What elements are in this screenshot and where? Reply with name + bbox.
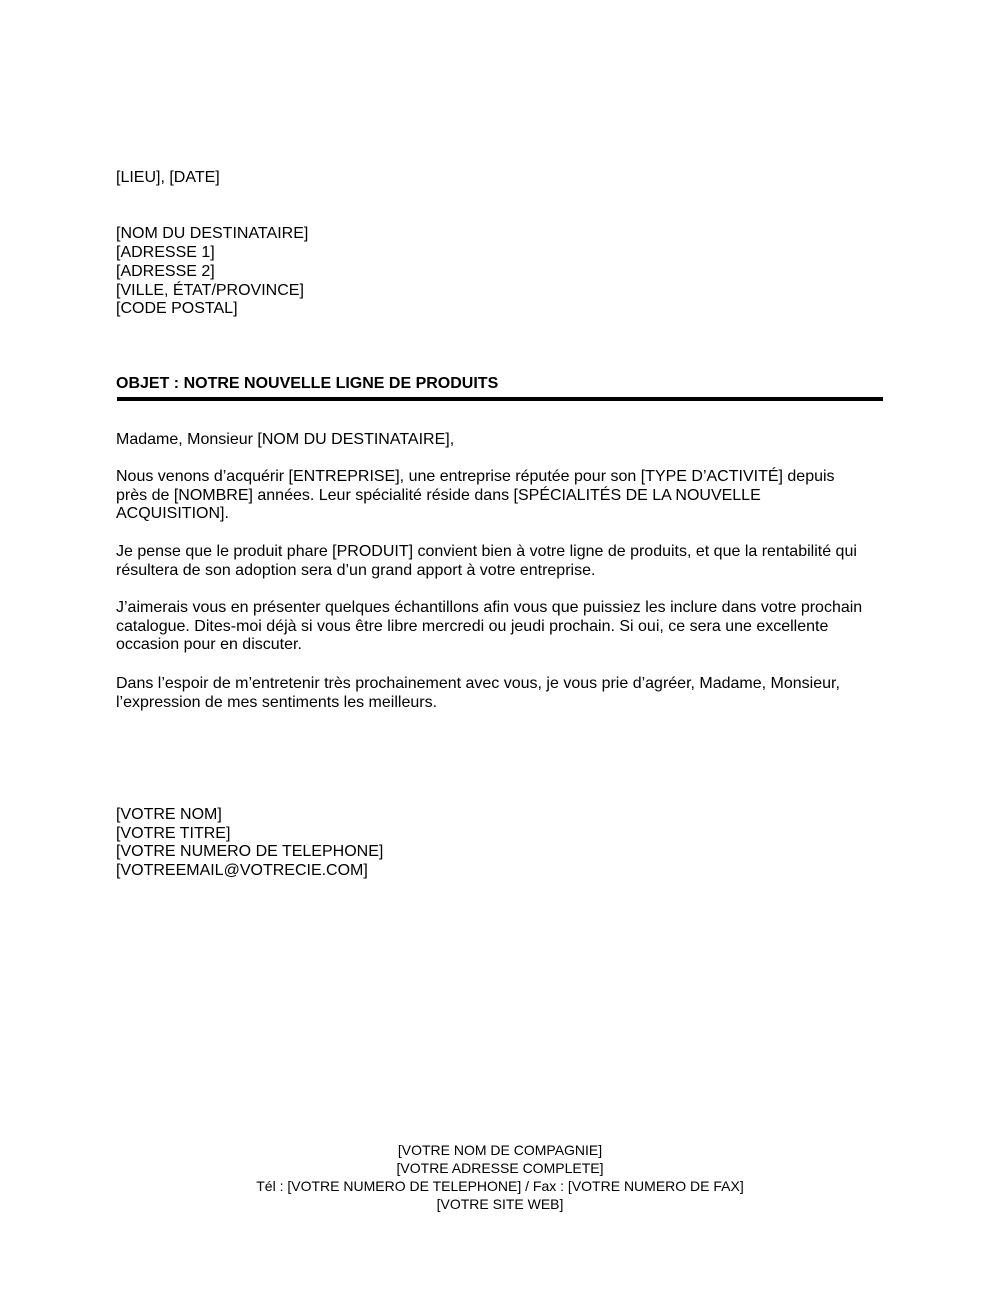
body-paragraph-3: [116, 599, 876, 655]
body-line: Nous venons d’acquérir [ENTREPRISE], une entreprise réputée pour son [TYPE D’ACTIVITÉ] depuis: [116, 468, 835, 485]
signature-email: [VOTREEMAIL@VOTRECIE.COM]: [116, 862, 368, 879]
body-line: Dans l’espoir de m’entretenir très prochainement avec vous, je vous prie d’agréer, Madame, Monsieur,: [116, 675, 840, 692]
body-line: Je pense que le produit phare [PRODUIT] convient bien à votre ligne de produits, et que la rentabilité qui: [116, 543, 857, 560]
recipient-postal-code: [CODE POSTAL]: [116, 300, 238, 317]
body-paragraph-4: [116, 675, 876, 712]
footer-contact: Tél : [VOTRE NUMERO DE TELEPHONE] / Fax : [VOTRE NUMERO DE FAX]: [256, 1178, 744, 1194]
body-line: près de [NOMBRE] années. Leur spécialité réside dans [SPÉCIALITÉS DE LA NOUVELLE: [116, 486, 761, 504]
recipient-city: [VILLE, ÉTAT/PROVINCE]: [116, 282, 304, 299]
subject-line: OBJET : NOTRE NOUVELLE LIGNE DE PRODUITS: [116, 375, 499, 392]
salutation: Madame, Monsieur [NOM DU DESTINATAIRE],: [116, 431, 455, 448]
body-line: ACQUISITION].: [116, 505, 229, 522]
letter-footer: [0, 1141, 1000, 1213]
body-line: l’expression de mes sentiments les meilleurs.: [116, 693, 438, 711]
place-date: [LIEU], [DATE]: [116, 169, 220, 186]
body-line: résultera de son adoption sera d’un grand apport à votre entreprise.: [116, 561, 596, 579]
subject-divider: [117, 397, 883, 401]
recipient-name: [NOM DU DESTINATAIRE]: [116, 225, 309, 242]
body-line: occasion pour en discuter.: [116, 636, 302, 653]
footer-company: [VOTRE NOM DE COMPAGNIE]: [397, 1142, 603, 1158]
footer-address: [VOTRE ADRESSE COMPLETE]: [396, 1160, 604, 1176]
footer-website: [VOTRE SITE WEB]: [436, 1196, 564, 1212]
body-line: J’aimerais vous en présenter quelques échantillons afin vous que puissiez les inclure dans votre prochain: [116, 599, 863, 616]
signature-phone: [VOTRE NUMERO DE TELEPHONE]: [116, 843, 384, 860]
body-paragraph-2: [116, 543, 876, 580]
signature-title: [VOTRE TITRE]: [116, 825, 231, 842]
signature-name: [VOTRE NOM]: [116, 806, 222, 823]
recipient-address-1: [ADRESSE 1]: [116, 244, 215, 261]
recipient-address-2: [ADRESSE 2]: [116, 263, 215, 280]
body-line: catalogue. Dites-moi déjà si vous être libre mercredi ou jeudi prochain. Si oui, ce sera une excellente: [116, 617, 829, 635]
body-paragraph-1: [116, 468, 876, 524]
